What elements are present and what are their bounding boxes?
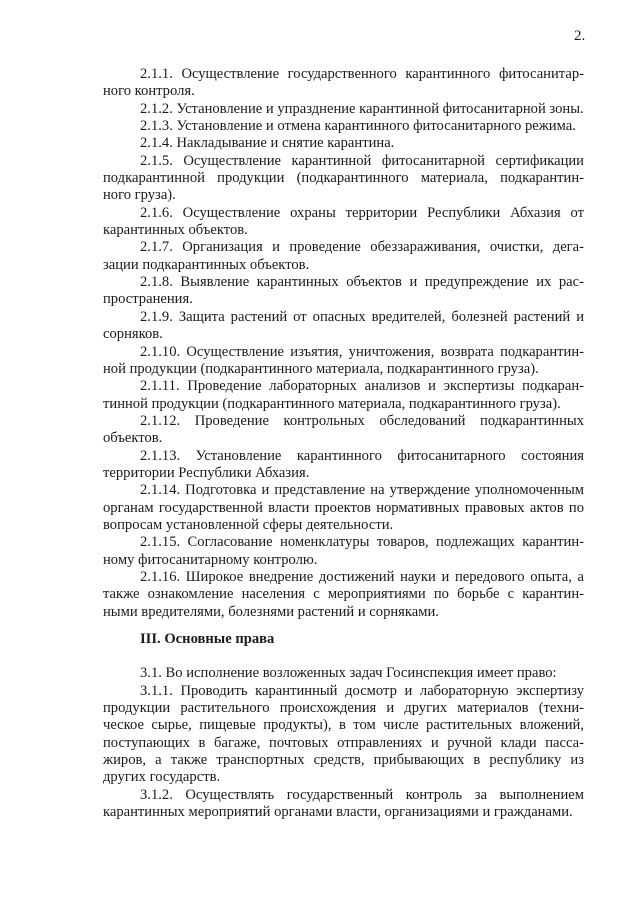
paragraph [103, 205, 584, 240]
paragraph [103, 378, 584, 413]
paragraph [103, 482, 584, 534]
paragraph [103, 239, 584, 274]
text-line: ного груза). [103, 187, 176, 204]
text-line: 3.1. Во исполнение возложенных задач Госинспекция имеет право: [140, 665, 557, 682]
text-line: вопросам установленной сферы деятельности. [103, 516, 394, 533]
page-number: 2. [574, 28, 586, 44]
text-line: жиров, а также транспортных средств, прибывающих в республику из [103, 752, 584, 769]
text-line: поступающих в багаже, почтовых отправлениях и ручной клади пасса- [103, 734, 584, 751]
text-line: 2.1.6. Осуществление охраны территории Республики Абхазия от [140, 204, 584, 221]
paragraph [103, 309, 584, 344]
paragraph [103, 569, 584, 621]
text-line: 2.1.13. Установление карантинного фитосанитарного состояния [140, 447, 584, 464]
text-line: 2.1.9. Защита растений от опасных вредителей, болезней растений и [140, 308, 584, 325]
paragraph [103, 665, 584, 682]
text-line: 2.1.7. Организация и проведение обеззараживания, очистки, дега- [140, 239, 584, 256]
text-line: 3.1.1. Проводить карантинный досмотр и лабораторную экспертизу [140, 682, 584, 699]
paragraph [103, 413, 584, 448]
paragraph [103, 153, 584, 205]
text-line: 2.1.10. Осуществление изъятия, уничтожения, возврата подкарантин- [140, 343, 584, 360]
text-line: органам государственной власти проектов нормативных правовых актов по [103, 499, 584, 516]
text-line: также ознакомление населения с мероприятиями по борьбе с карантин- [103, 586, 584, 603]
text-line: тинной продукции (подкарантинного материала, подкарантинного груза). [103, 395, 561, 412]
text-line: 2.1.14. Подготовка и представление на утверждение уполномоченным [140, 482, 584, 499]
text-line: ной продукции (подкарантинного материала, подкарантинного груза). [103, 360, 539, 377]
text-line: пространения. [103, 291, 193, 308]
text-line: 2.1.8. Выявление карантинных объектов и предупреждение их рас- [140, 274, 584, 291]
section-3-list [103, 665, 584, 821]
document-body [103, 66, 584, 821]
text-line: 2.1.15. Согласование номенклатуры товаров, подлежащих карантин- [140, 534, 584, 551]
text-line: продукции растительного происхождения и других материалов (техни- [103, 700, 584, 717]
text-line: карантинных объектов. [103, 222, 248, 239]
paragraph [103, 135, 584, 152]
text-line: карантинных мероприятий органами власти, организациями и гражданами. [103, 804, 573, 821]
text-line: ному фитосанитарному контролю. [103, 551, 318, 568]
text-line: ного контроля. [103, 83, 195, 100]
text-line: 2.1.2. Установление и упразднение карантинной фитосанитарной зоны. [140, 100, 584, 117]
paragraph [103, 787, 584, 822]
text-line: 3.1.2. Осуществлять государственный контроль за выполнением [140, 786, 584, 803]
text-line: 2.1.11. Проведение лабораторных анализов и экспертизы подкаран- [140, 378, 584, 395]
paragraph [103, 274, 584, 309]
paragraph [103, 101, 584, 118]
text-line: ческое сырье, пищевые продукты), в том числе растительных вложений, [103, 717, 584, 734]
text-line: объектов. [103, 430, 163, 447]
section-2-list [103, 66, 584, 621]
paragraph [103, 344, 584, 379]
paragraph [103, 448, 584, 483]
text-line: 2.1.5. Осуществление карантинной фитосанитарной сертификации [140, 152, 584, 169]
text-line: 2.1.1. Осуществление государственного карантинного фитосанитар- [140, 66, 584, 82]
text-line: 2.1.4. Накладывание и снятие карантина. [140, 135, 395, 152]
paragraph [103, 683, 584, 787]
paragraph [103, 534, 584, 569]
text-line: территории Республики Абхазия. [103, 464, 310, 481]
section-3-heading: III. Основные права [140, 631, 275, 647]
text-line: сорняков. [103, 326, 163, 343]
text-line: ными вредителями, болезнями растений и сорняками. [103, 603, 439, 620]
text-line: других государств. [103, 769, 221, 786]
text-line: 2.1.3. Установление и отмена карантинного фитосанитарного режима. [140, 118, 576, 135]
text-line: 2.1.16. Широкое внедрение достижений науки и передового опыта, а [140, 568, 584, 585]
paragraph [103, 66, 584, 101]
paragraph [103, 118, 584, 135]
text-line: 2.1.12. Проведение контрольных обследований подкарантинных [140, 412, 584, 429]
text-line: зации подкарантинных объектов. [103, 256, 310, 273]
text-line: подкарантинной продукции (подкарантинного материала, подкарантин- [103, 170, 584, 187]
